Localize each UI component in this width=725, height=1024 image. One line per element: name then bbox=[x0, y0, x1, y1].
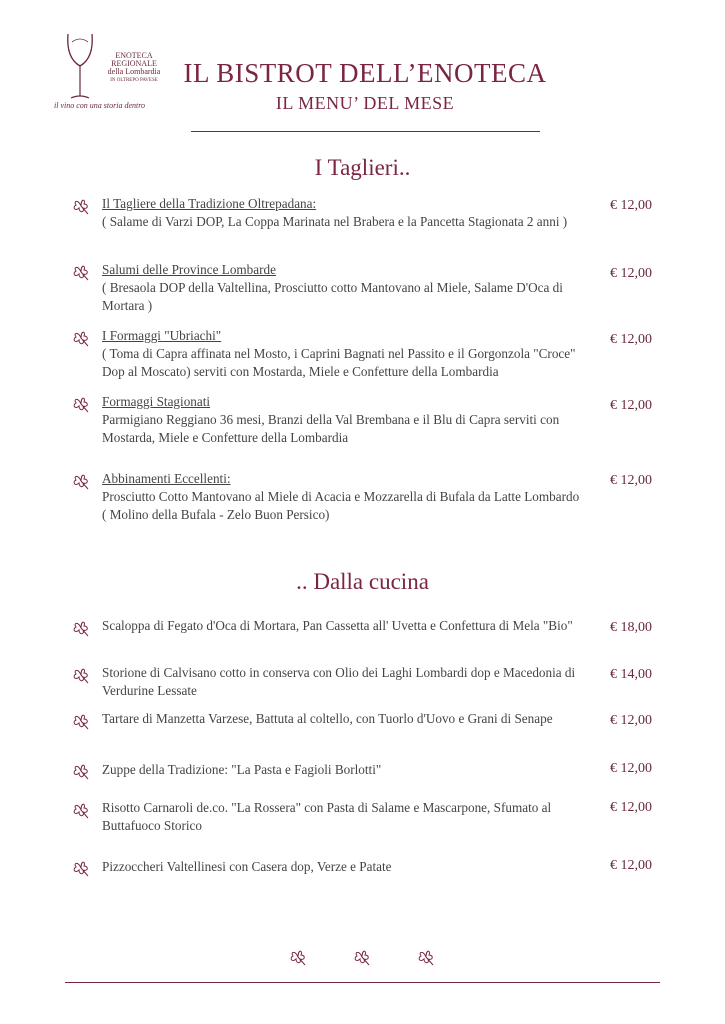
section-title-cucina: .. Dalla cucina bbox=[296, 569, 429, 594]
item-price: € 12,00 bbox=[610, 713, 652, 728]
item-description: ( Salame di Varzi DOP, La Coppa Marinata nel Brabera e la Pancetta Stagionata 2 anni ) bbox=[102, 214, 568, 229]
flower-icon bbox=[70, 857, 92, 879]
flower-ornament-icon bbox=[415, 946, 437, 968]
flower-icon bbox=[70, 799, 92, 821]
section-title-taglieri: I Taglieri.. bbox=[314, 155, 411, 180]
item-description: Pizzoccheri Valtellinesi con Casera dop, Verze e Patate bbox=[102, 859, 392, 874]
flower-ornament-icon bbox=[351, 946, 373, 968]
flower-icon bbox=[70, 393, 92, 415]
logo-line-2: REGIONALE bbox=[111, 59, 157, 68]
flower-icon bbox=[70, 664, 92, 686]
flower-icon bbox=[70, 195, 92, 217]
item-name: I Formaggi "Ubriachi" bbox=[102, 328, 222, 343]
item-price: € 12,00 bbox=[610, 761, 652, 776]
item-description: ( Toma di Capra affinata nel Mosto, i Caprini Bagnati nel Passito e il Gorgonzola "Croce" Dop al Moscato) serviti con Mostarda, Miele e Confetture della Lombardia bbox=[102, 346, 576, 379]
item-description: Tartare di Manzetta Varzese, Battuta al coltello, con Tuorlo d'Uovo e Grani di Senape bbox=[102, 711, 553, 726]
item-price: € 12,00 bbox=[610, 332, 652, 347]
item-name: Formaggi Stagionati bbox=[102, 394, 211, 409]
item-price: € 12,00 bbox=[610, 198, 652, 213]
item-price: € 12,00 bbox=[610, 398, 652, 413]
item-price: € 12,00 bbox=[610, 266, 652, 281]
page-subtitle: IL MENU’ DEL MESE bbox=[275, 93, 455, 113]
flower-icon bbox=[70, 617, 92, 639]
item-description: Storione di Calvisano cotto in conserva con Olio dei Laghi Lombardi dop e Macedonia di Verdurine Lessate bbox=[102, 665, 576, 698]
flower-icon bbox=[70, 327, 92, 349]
flower-icon bbox=[70, 261, 92, 283]
item-description: Scaloppa di Fegato d'Oca di Mortara, Pan Cassetta all' Uvetta e Confettura di Mela "Bio" bbox=[102, 618, 573, 633]
logo-line-3: della Lombardia bbox=[107, 67, 161, 76]
flower-icon bbox=[70, 470, 92, 492]
flower-ornament-icon bbox=[287, 946, 309, 968]
header-divider bbox=[191, 131, 540, 132]
page-title: IL BISTROT DELL’ENOTECA bbox=[183, 58, 547, 88]
logo-line-4: IN OLTREPO PAVESE bbox=[110, 78, 158, 83]
item-price: € 14,00 bbox=[610, 667, 652, 682]
item-name: Salumi delle Province Lombarde bbox=[102, 262, 276, 277]
item-price: € 12,00 bbox=[610, 800, 652, 815]
footer-divider bbox=[65, 982, 660, 983]
item-description: ( Bresaola DOP della Valtellina, Prosciutto cotto Mantovano al Miele, Salame D'Oca di Mortara ) bbox=[102, 280, 563, 313]
logo-wordmark bbox=[96, 52, 172, 85]
item-description: Parmigiano Reggiano 36 mesi, Branzi della Val Brembana e il Blu di Capra serviti con Mostarda, Miele e Confetture della Lombardia bbox=[102, 412, 560, 445]
logo-line-1: ENOTECA bbox=[115, 51, 153, 60]
item-description: Risotto Carnaroli de.co. "La Rossera" con Pasta di Salame e Mascarpone, Sfumato al Buttafuoco Storico bbox=[102, 800, 552, 833]
logo-tagline: il vino con una storia dentro bbox=[54, 101, 146, 110]
item-name: Abbinamenti Eccellenti: bbox=[102, 471, 231, 486]
item-description: Zuppe della Tradizione: "La Pasta e Fagioli Borlotti" bbox=[102, 762, 382, 777]
item-description: Prosciutto Cotto Mantovano al Miele di Acacia e Mozzarella di Bufala da Latte Lombardo ( Molino della Bufala - Zelo Buon Persico) bbox=[102, 489, 580, 522]
item-price: € 12,00 bbox=[610, 858, 652, 873]
flower-icon bbox=[70, 760, 92, 782]
item-price: € 12,00 bbox=[610, 473, 652, 488]
item-price: € 18,00 bbox=[610, 620, 652, 635]
flower-icon bbox=[70, 710, 92, 732]
item-name: Il Tagliere della Tradizione Oltrepadana: bbox=[102, 196, 317, 211]
